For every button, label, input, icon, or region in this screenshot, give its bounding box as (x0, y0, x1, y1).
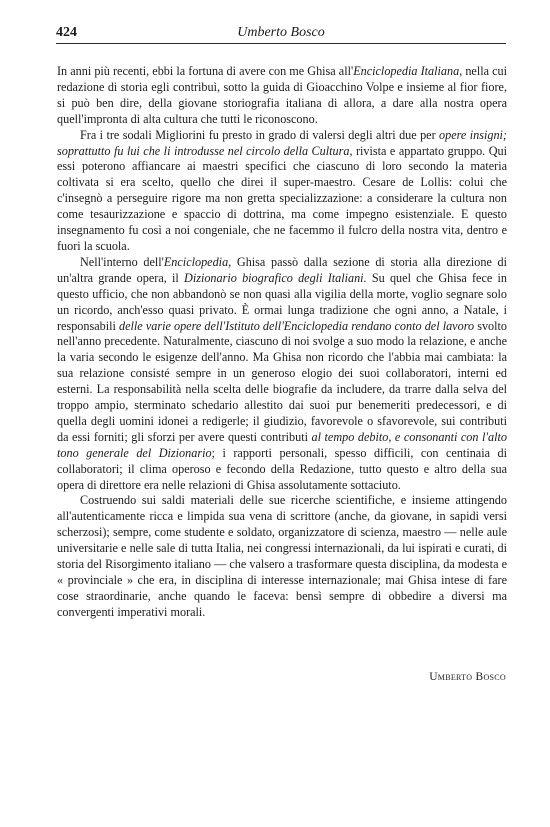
text-run: ; i rapporti personali, spesso difficili, con centinaia di collaboratori; il clima operoso e fecondo della Redazione, tutto questo e altro della sua opera di direttore era nelle relazioni di Ghisa assolutamente sottaciuto. (57, 445, 507, 492)
author-signature: Umberto Bosco (429, 671, 506, 683)
text-run: Fra i tre sodali Migliorini fu presto in grado di valersi degli altri due per (80, 127, 440, 142)
italic-text: opere insigni; soprattutto fu lui che li introdusse nel circolo della Cultura (57, 127, 507, 158)
text-run: Nell'interno dell' (80, 254, 164, 269)
body-text (57, 64, 507, 621)
text-run: , Ghisa passò dalla sezione di storia alla direzione di un'altra grande opera, il (57, 254, 508, 285)
text-run: Costruendo sui saldi materiali delle sue ricerche scientifiche, e insieme attingendo all'autenticamente ricca e limpida sua vena di scrittore (anche, da giovane, in sapidi versi scherzosi); sempre, come studente e soldato, organizzatore di scienza, maestro — nelle aule universitarie e nelle sale di tutta Italia, nei congressi internazionali, da lui ispirati e curati, di storia del Risorgimento italiano — che valsero a trasformare questa disciplina, da modesta e « provinciale » che era, in disciplina di interesse internazionale; mai Ghisa intese di fare cose straordinarie, anche quando le faceva: bensì sempre di obbedire a diversi ma convergenti imperativi morali. (57, 493, 507, 619)
italic-text: Enciclopedia (163, 254, 229, 269)
italic-text: delle varie opere dell'Istituto dell'Enciclopedia rendano conto del lavoro (119, 318, 475, 333)
text-run: Su quel che Ghisa fece in questo ufficio, che non abbandonò se non quasi alla vigilia della morte, voglio segnare solo un ricordo, anch'esso quasi privato. È ormai lunga tradizione che ogni anno, a Natale, i responsabili (57, 270, 507, 333)
italic-text: al tempo debito, e consonanti con l'alto tono generale del Dizionario (57, 429, 507, 460)
text-run: svolto nell'anno precedente. Naturalmente, ciascuno di noi svolge a suo modo la relazione, e anche la varia secondo le esigenze dell'anno. Ma Ghisa non ricordo che l'abbia mai cambiata: la sua relazione consisté sempre in un generoso elogio dei suoi collaboratori, interni ed esterni. La responsabilità nella scelta delle biografie da includere, da trarre dalla selva del troppo ampio, sterminato schedario allestito dai suoi pur benemeriti predecessori, e di quella degli uomini idonei a redigerle; il giudizio, favorevole o sfavorevole, sui contributi da essi forniti; gli sforzi per avere questi contributi (57, 318, 507, 444)
paragraph (57, 128, 507, 255)
page-header (56, 25, 506, 44)
paragraph (57, 255, 507, 494)
text-run: In anni più recenti, ebbi la fortuna di avere con me Ghisa all' (57, 64, 354, 78)
text-run: , nella cui redazione di storia egli contribuì, sotto la guida di Gioacchino Volpe e insieme al fior fiore, si può ben dire, della giovane storiografia italiana di allora, a dare alla nostra opera quell'impronta di alta cultura che tutti le riconoscono. (57, 64, 507, 126)
page-number: 424 (56, 25, 77, 40)
running-head: Umberto Bosco (237, 25, 325, 40)
paragraph (57, 493, 507, 620)
text-run: , rivista e appartato gruppo. Qui essi poterono affiancare ai maestri specifici che ciascuno di loro secondo la materia coltivata si era scelto, quello che direi il super-maestro. Cesare de Lollis: colui che c'insegnò a perseguire rigore ma non gretta specializzazione: a considerare la cultura non come tesaurizzazione e spaccio di dottrina, ma come impegno esistenziale. E questo insegnamento fu così a noi congeniale, che ne facemmo il fulcro della nostra vita, dentro e fuori la scuola. (57, 143, 507, 253)
italic-text: Enciclopedia Italiana (353, 64, 460, 78)
italic-text: Dizionario biografico degli Italiani. (184, 270, 367, 285)
paragraph (57, 64, 507, 128)
